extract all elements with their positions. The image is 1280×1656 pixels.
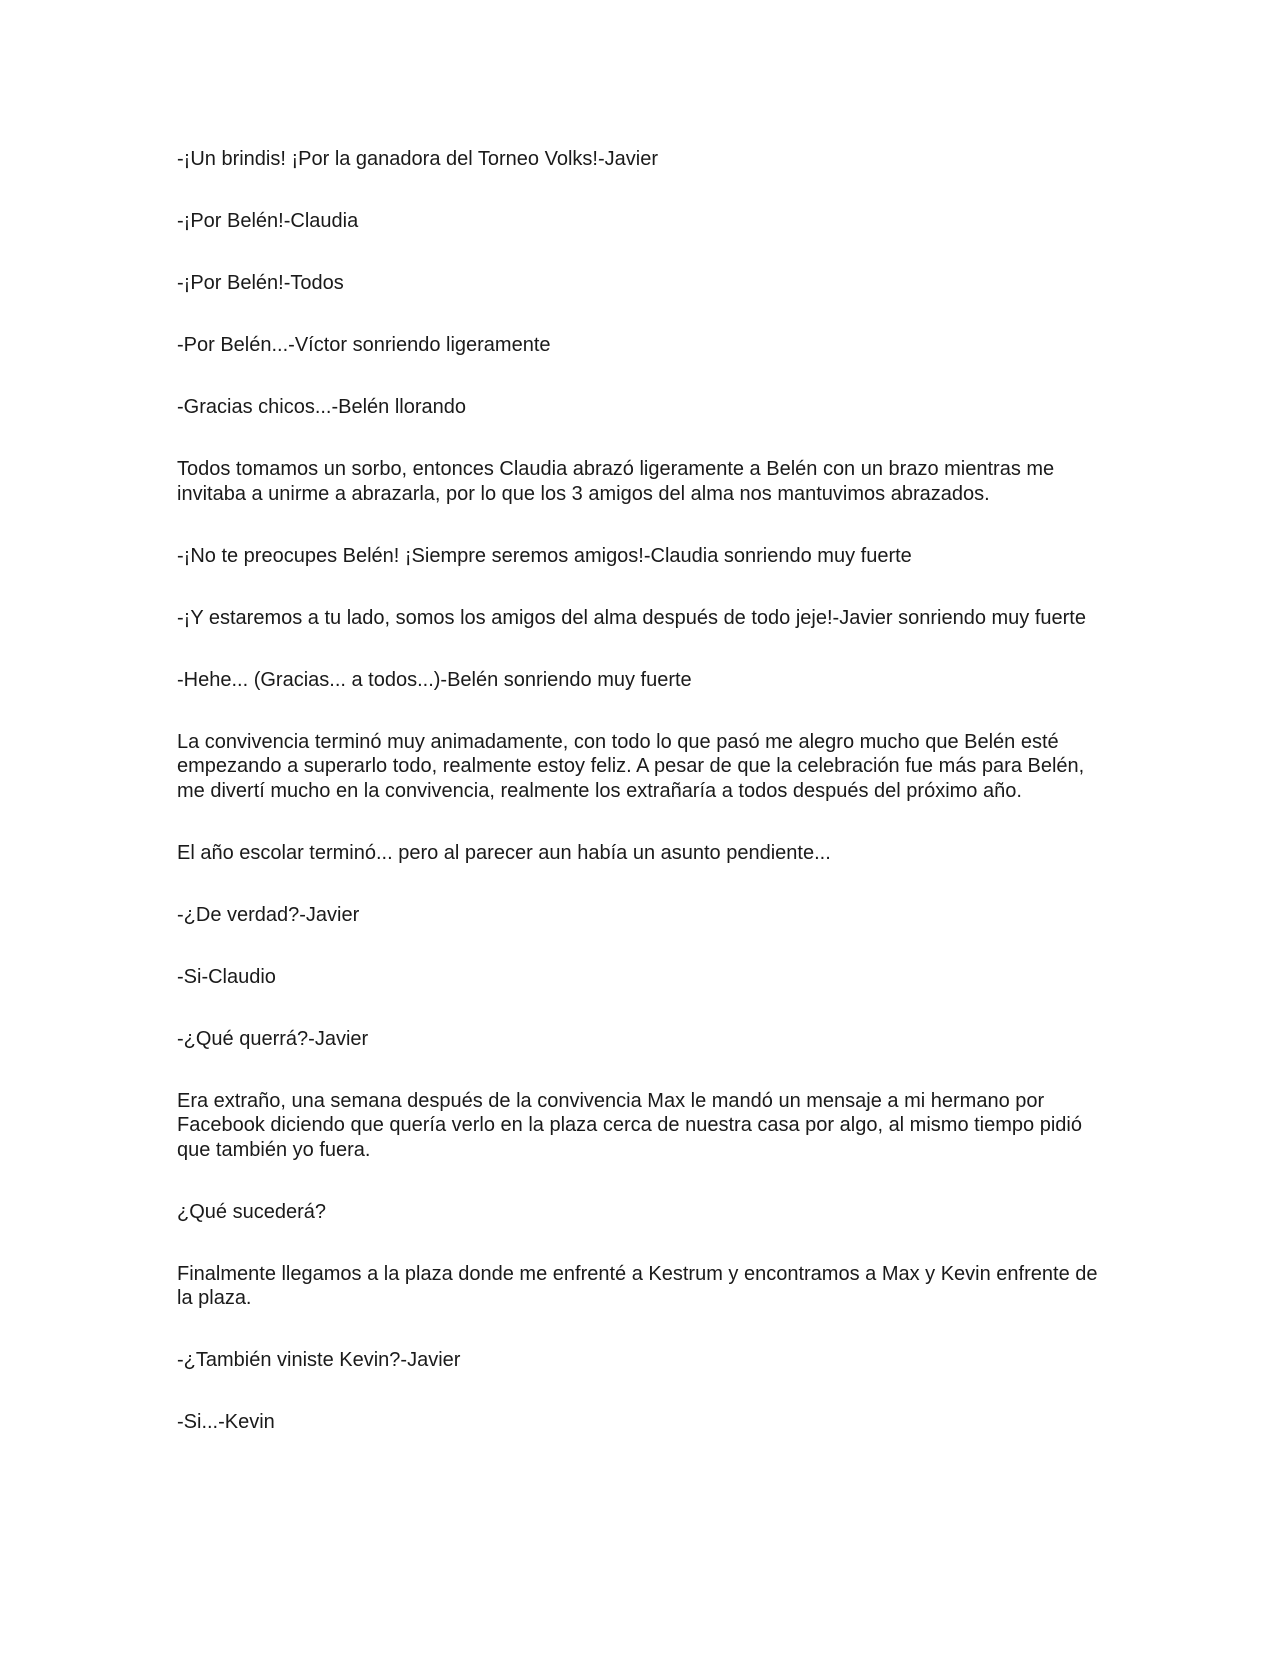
narration-paragraph: La convivencia terminó muy animadamente, con todo lo que pasó me alegro mucho que Belén esté empezando a superarlo todo, realmente estoy feliz. A pesar de que la celebración fue más para Belén, me divertí mucho en la convivencia, realmente los extrañaría a todos después del próximo año.	[177, 730, 1085, 802]
dialogue-line: -¿Qué querrá?-Javier	[177, 1027, 369, 1050]
dialogue-line: -¡Un brindis! ¡Por la ganadora del Torneo Volks!-Javier	[177, 148, 658, 170]
dialogue-line: -¿También viniste Kevin?-Javier	[177, 1349, 461, 1371]
narration-paragraph: ¿Qué sucederá?	[177, 1200, 326, 1223]
dialogue-line: -¡Por Belén!-Claudia	[177, 210, 359, 232]
dialogue-line: -¿De verdad?-Javier	[177, 903, 360, 926]
narration-paragraph: El año escolar terminó... pero al parecer aun había un asunto pendiente...	[177, 841, 831, 864]
dialogue-line: -Gracias chicos...-Belén llorando	[177, 396, 467, 418]
dialogue-line: -¡No te preocupes Belén! ¡Siempre seremos amigos!-Claudia sonriendo muy fuerte	[177, 544, 912, 567]
dialogue-line: -Si-Claudio	[177, 965, 276, 988]
dialogue-line: -¡Y estaremos a tu lado, somos los amigos del alma después de todo jeje!-Javier sonriendo muy fuerte	[177, 606, 1086, 629]
dialogue-line: -¡Por Belén!-Todos	[177, 272, 344, 294]
narration-paragraph: Era extraño, una semana después de la convivencia Max le mandó un mensaje a mi hermano por Facebook diciendo que quería verlo en la plaza cerca de nuestra casa por algo, al mismo tiempo pidió que también yo fuera.	[177, 1089, 1082, 1161]
dialogue-line: -Por Belén...-Víctor sonriendo ligeramente	[177, 334, 551, 356]
dialogue-line: -Hehe... (Gracias... a todos...)-Belén sonriendo muy fuerte	[177, 668, 692, 691]
narration-paragraph: Todos tomamos un sorbo, entonces Claudia abrazó ligeramente a Belén con un brazo mientras me invitaba a unirme a abrazarla, por lo que los 3 amigos del alma nos mantuvimos abrazados.	[177, 458, 1055, 505]
document-body	[177, 147, 1107, 1472]
narration-paragraph: Finalmente llegamos a la plaza donde me enfrenté a Kestrum y encontramos a Max y Kevin enfrente de la plaza.	[177, 1262, 1098, 1309]
dialogue-line: -Si...-Kevin	[177, 1411, 275, 1433]
